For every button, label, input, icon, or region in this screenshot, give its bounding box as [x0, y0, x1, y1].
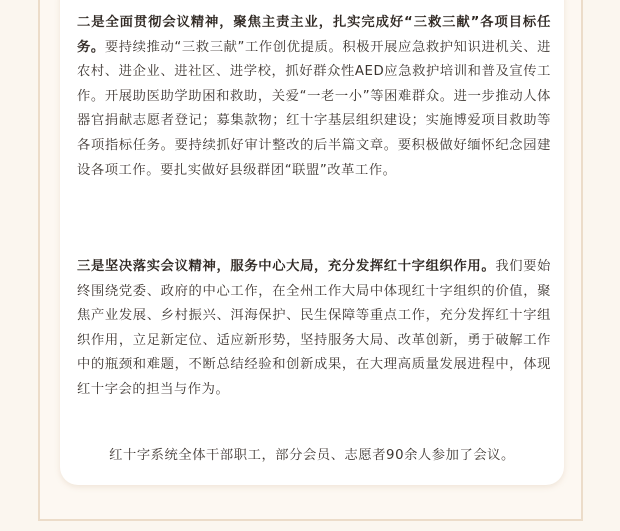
closing-note: 红十字系统全体干部职工，部分会员、志愿者90余人参加了会议。 [109, 448, 515, 463]
paragraph-third-point [77, 255, 551, 403]
paragraph-body: 要持续推动“三救三献”工作创优提质。积极开展应急救护知识进机关、进农村、进企业、进社区、进学校，抓好群众性AED应急救护培训和普及宣传工作。开展助医助学助困和救助，关爱“一老一小”等困难群众。进一步推动人体器官捐献志愿者登记；募集款物；红十字基层组织建设；实施博爱项目救助等各项指标任务。要持续抓好审计整改的后半篇文章。要积极做好缅怀纪念园建设各项工作。要扎实做好县级群团“联盟”改革工作。 [77, 39, 551, 178]
paragraph-lead: 三是坚决落实会议精神，服务中心大局，充分发挥红十字组织作用。 [77, 259, 496, 274]
paragraph-body: 我们要始终围绕党委、政府的中心工作，在全州工作大局中体现红十字组织的价值，聚焦产业发展、乡村振兴、洱海保护、民生保障等重点工作，充分发挥红十字组织作用，立足新定位、适应新形势，坚持服务大局、改革创新，勇于破解工作中的瓶颈和难题，不断总结经验和创新成果，在大理高质量发展进程中，体现红十字会的担当与作为。 [77, 259, 552, 397]
paragraph-lead: 二是全面贯彻会议精神，聚焦主责主业，扎实完成好“三救三献”各项目标任务。 [77, 15, 551, 55]
paragraph-second-point [77, 11, 551, 183]
